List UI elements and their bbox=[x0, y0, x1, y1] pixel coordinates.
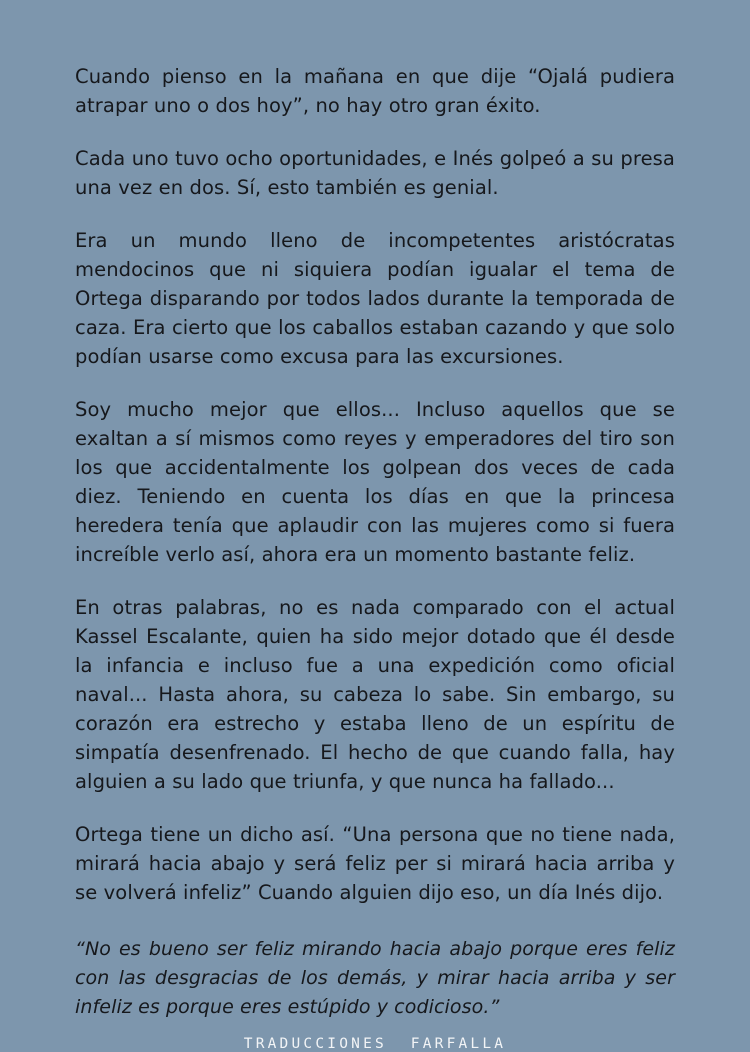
paragraph: Soy mucho mejor que ellos... Incluso aquellos que se exaltan a sí mismos como reyes y emperadores del tiro son los que accidentalmente los golpean dos veces de cada diez. Teniendo en cuenta los días en que la princesa heredera tenía que aplaudir con las mujeres como si fuera increíble verlo así, ahora era un momento bastante feliz. bbox=[75, 398, 675, 566]
paragraph: Cuando pienso en la mañana en que dije “Ojalá pudiera atrapar uno o dos hoy”, no hay otro gran éxito. bbox=[75, 65, 675, 117]
translation-credit: TRADUCCIONES FARFALLA bbox=[243, 1036, 507, 1052]
paragraph: En otras palabras, no es nada comparado con el actual Kassel Escalante, quien ha sido mejor dotado que él desde la infancia e incluso fue a una expedición como oficial naval... Hasta ahora, su cabeza lo sabe. Sin embargo, su corazón era estrecho y estaba lleno de un espíritu de simpatía desenfrenado. El hecho de que cuando falla, hay alguien a su lado que triunfa, y que nunca ha fallado... bbox=[75, 596, 675, 793]
pull-quote: “No es bueno ser feliz mirando hacia abajo porque eres feliz con las desgracias de los demás, y mirar hacia arriba y ser infeliz es porque eres estúpido y codicioso.” bbox=[75, 938, 675, 1018]
paragraph: Ortega tiene un dicho así. “Una persona que no tiene nada, mirará hacia abajo y será feliz per si mirará hacia arriba y se volverá infeliz” Cuando alguien dijo eso, un día Inés dijo. bbox=[75, 823, 675, 904]
paragraph: Era un mundo lleno de incompetentes aristócratas mendocinos que ni siquiera podían igualar el tema de Ortega disparando por todos lados durante la temporada de caza. Era cierto que los caballos estaban cazando y que solo podían usarse como excusa para las excursiones. bbox=[75, 229, 675, 368]
paragraph: Cada uno tuvo ocho oportunidades, e Inés golpeó a su presa una vez en dos. Sí, esto también es genial. bbox=[75, 147, 675, 199]
